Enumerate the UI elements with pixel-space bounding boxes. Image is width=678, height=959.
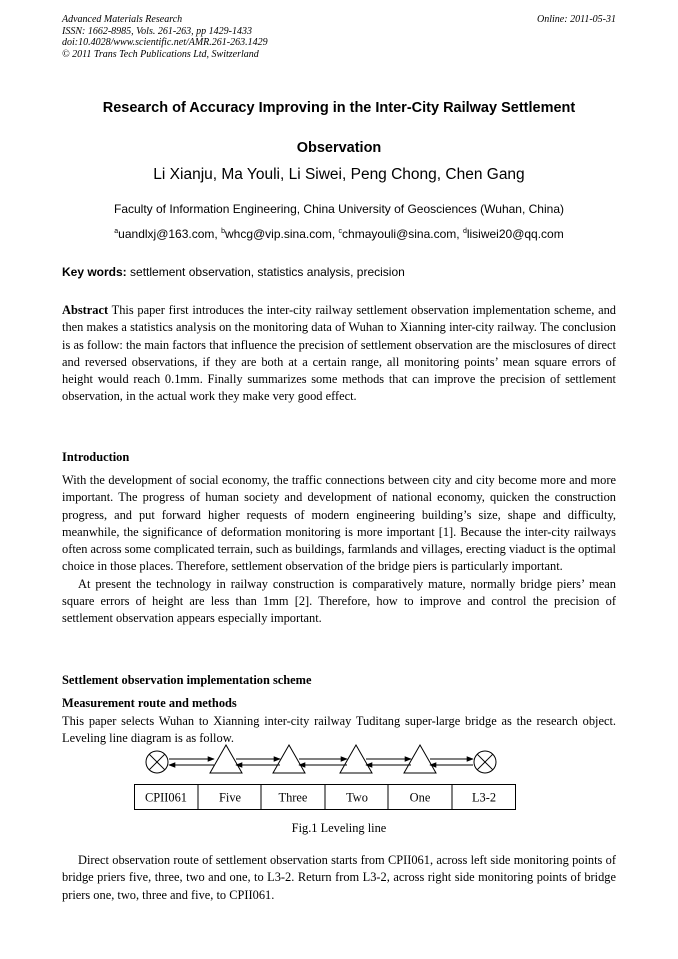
online-date: Online: 2011-05-31	[537, 14, 616, 25]
introduction-body	[62, 472, 616, 628]
subsection-heading: Measurement route and methods	[62, 696, 237, 710]
final-paragraph-text: Direct observation route of settlement observation starts from CPII061, across left side monitoring points of bridge priers five, three, two and one, to L3-2. Return from L3-2, across right side monitoring points of bridge priers one, two, three and five, to CPII061.	[62, 853, 616, 902]
author-emails	[62, 227, 616, 241]
abstract-label: Abstract	[62, 303, 109, 317]
email-marker-c: c	[338, 228, 343, 235]
email-marker-b: b	[221, 228, 225, 235]
point-label-table	[135, 785, 516, 810]
label-five: Five	[218, 790, 242, 805]
end-benchmark-icon	[474, 751, 496, 773]
label-cpii061: CPII061	[145, 790, 187, 805]
email-d: lisiwei20@qq.com	[466, 227, 564, 241]
email-c: chmayouli@sina.com,	[342, 227, 463, 241]
label-l3-2: L3-2	[471, 790, 497, 805]
label-three: Three	[278, 790, 308, 805]
affiliation: Faculty of Information Engineering, China University of Geosciences (Wuhan, China)	[114, 202, 564, 216]
title-line-1: Research of Accuracy Improving in the Inter-City Railway Settlement	[102, 100, 576, 116]
keywords-label: Key words:	[62, 265, 127, 279]
doi-line: doi:10.4028/www.scientific.net/AMR.261-263.1429	[62, 37, 268, 48]
intro-paragraph-2: At present the technology in railway construction is comparatively mature, normally bridge piers’ mean square errors of height are less than 1mm [2]. Therefore, how to improve and control the precision of settlement observation appears especially important.	[62, 576, 616, 626]
journal-header	[62, 14, 616, 60]
leveling-line-diagram	[134, 742, 516, 812]
intro-paragraph-1: With the development of social economy, the traffic connections between city and city become more and more important. The progress of human society and development of national economy, quicken the construction progress, and put forward higher requests of modern engineering building’s size, shape and difficulty, meanwhile, the significance of deformation monitoring is more important [1]. Because the inter-city railways often across some complicated terrain, such as buildings, farmlands and villages, erecting viaduct is the optimal choice in those places. Therefore, settlement observation of the bridge piers is particularly important.	[62, 473, 616, 574]
title-line-2: Observation	[296, 140, 382, 156]
issn-line: ISSN: 1662-8985, Vols. 261-263, pp 1429-1433	[62, 25, 252, 37]
label-two: Two	[346, 790, 368, 805]
abstract-text: This paper first introduces the inter-city railway settlement observation implementation scheme, and then makes a statistics analysis on the monitoring data of Wuhan to Xianning inter-city railway. The conclusion is as follow: the main factors that influence the precision of settlement observation are the misclosures of direct and reversed observations, if they are both at a certain range, all monitoring points’ mean square errors of height would reach 0.1mm. Finally summarizes some methods that can improve the precision of settlement observation, in the actual work they make very good effect.	[62, 303, 616, 404]
keywords-text: settlement observation, statistics analysis, precision	[126, 265, 405, 279]
introduction-heading: Introduction	[62, 450, 130, 464]
final-paragraph	[62, 852, 616, 904]
email-marker-d: d	[462, 228, 467, 235]
keywords	[62, 265, 616, 279]
figure-caption: Fig.1 Leveling line	[291, 821, 387, 835]
section-heading: Settlement observation implementation scheme	[62, 673, 312, 687]
label-one: One	[409, 790, 431, 805]
copyright-line: © 2011 Trans Tech Publications Ltd, Switzerland	[62, 48, 259, 60]
paper-title	[62, 88, 616, 168]
start-benchmark-icon	[146, 751, 168, 773]
email-marker-a: a	[114, 228, 119, 235]
email-a: uandlxj@163.com,	[118, 227, 222, 241]
section-paragraph-text: This paper selects Wuhan to Xianning inter-city railway Tuditang super-large bridge as the research object. Leveling line diagram is as follow.	[62, 714, 616, 746]
author-list: Li Xianju, Ma Youli, Li Siwei, Peng Chong, Chen Gang	[153, 166, 525, 183]
email-b: whcg@vip.sina.com,	[224, 227, 339, 241]
abstract	[62, 302, 616, 406]
journal-name: Advanced Materials Research	[62, 14, 183, 25]
